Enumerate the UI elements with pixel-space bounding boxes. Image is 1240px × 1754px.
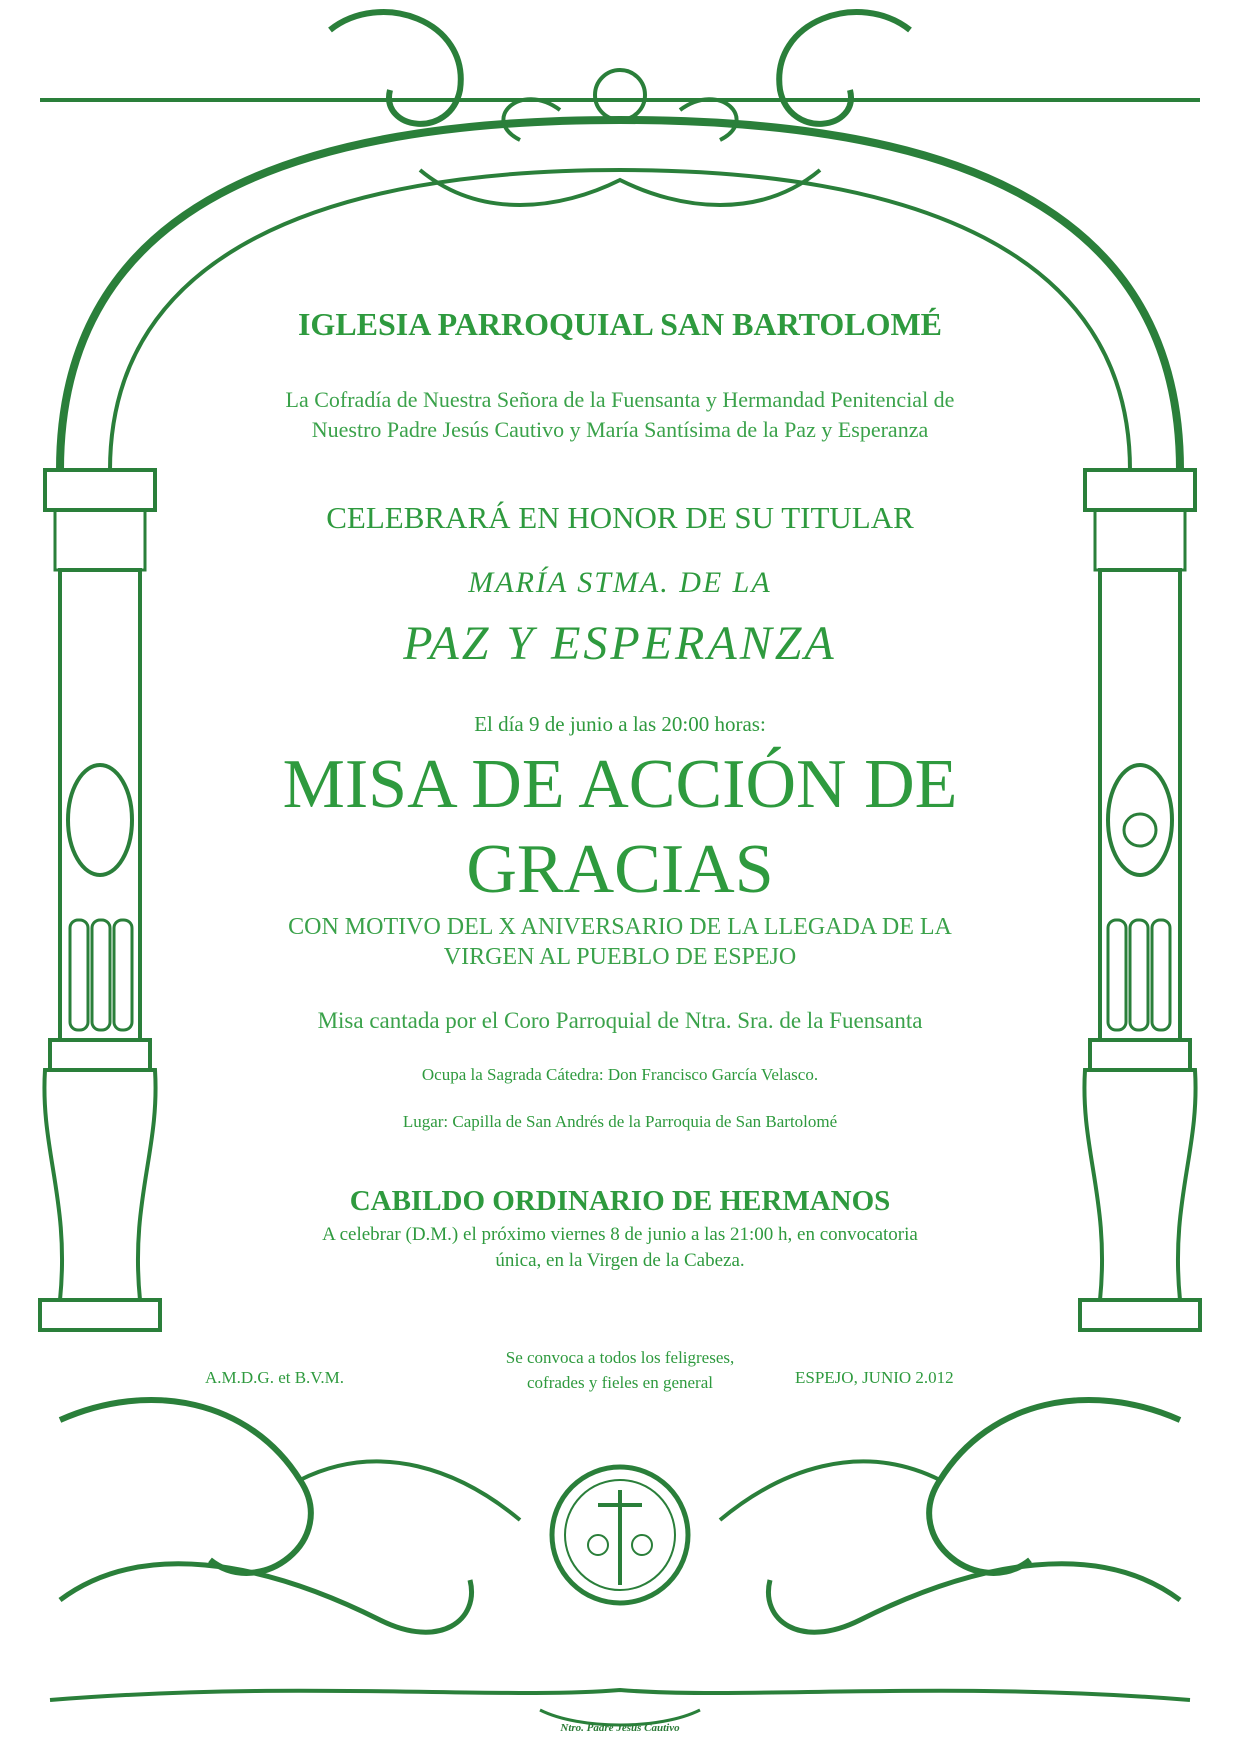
mass-date: El día 9 de junio a las 20:00 horas: <box>474 712 766 736</box>
virgin-name-line-1: MARÍA STMA. DE LA <box>468 566 772 599</box>
preacher-note: Ocupa la Sagrada Cátedra: Don Francisco García Velasco. <box>421 1065 819 1084</box>
brotherhood-line-2: Nuestro Padre Jesús Cautivo y María Santísima de la Paz y Esperanza <box>311 417 929 442</box>
choir-note: Misa cantada por el Coro Parroquial de Ntra. Sra. de la Fuensanta <box>317 1008 923 1033</box>
brotherhood-text <box>0 385 1240 445</box>
emblem-ribbon: Ntro. Padre Jesús Cautivo <box>560 1722 680 1734</box>
location-note: Lugar: Capilla de San Andrés de la Parroquia de San Bartolomé <box>402 1112 838 1131</box>
virgin-name-line-2: PAZ Y ESPERANZA <box>403 617 837 670</box>
brotherhood-line-1: La Cofradía de Nuestra Señora de la Fuensanta y Hermandad Penitencial de <box>285 387 955 412</box>
footer-place-date: ESPEJO, JUNIO 2.012 <box>795 1368 954 1387</box>
footer-invitation-line-2: cofrades y fieles en general <box>527 1373 713 1392</box>
mass-title-line-1: MISA DE ACCIÓN DE <box>282 746 958 823</box>
mass-title-line-2: GRACIAS <box>466 831 774 908</box>
footer-invitation <box>0 1345 1240 1395</box>
celebration-heading: CELEBRARÁ EN HONOR DE SU TITULAR <box>326 500 914 535</box>
mass-title <box>0 742 1240 912</box>
anniversary-reason <box>0 912 1240 972</box>
cabildo-line-1: A celebrar (D.M.) el próximo viernes 8 de junio a las 21:00 h, en convocatoria <box>322 1224 918 1245</box>
cabildo-line-2: única, en la Virgen de la Cabeza. <box>495 1250 745 1271</box>
footer-invitation-line-1: Se convoca a todos los feligreses, <box>505 1348 735 1367</box>
anniversary-line-1: CON MOTIVO DEL X ANIVERSARIO DE LA LLEGADA DE LA <box>288 914 952 940</box>
cabildo-description <box>0 1222 1240 1274</box>
anniversary-line-2: VIRGEN AL PUEBLO DE ESPEJO <box>443 944 797 970</box>
cabildo-title: CABILDO ORDINARIO DE HERMANOS <box>349 1185 891 1217</box>
church-name: IGLESIA PARROQUIAL SAN BARTOLOMÉ <box>297 306 943 342</box>
footer-motto: A.M.D.G. et B.V.M. <box>205 1368 345 1387</box>
